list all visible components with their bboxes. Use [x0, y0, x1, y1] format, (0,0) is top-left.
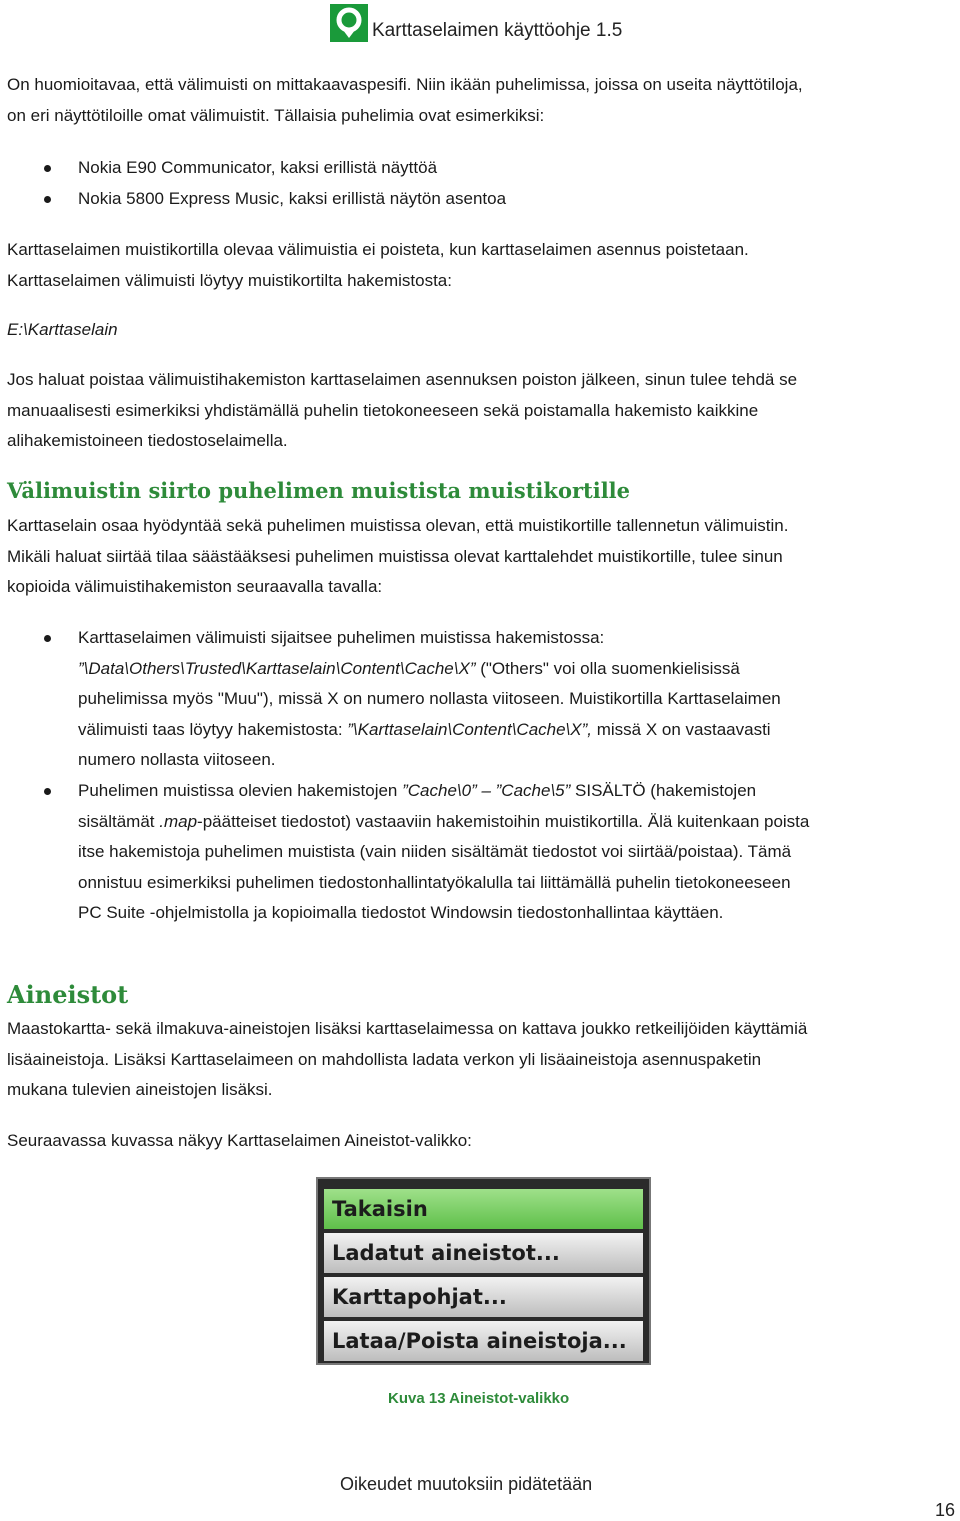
menu-item-back[interactable]: Takaisin — [324, 1189, 643, 1229]
list-item-text: Nokia 5800 Express Music, kaksi erillistä näytön asentoa — [78, 189, 507, 208]
menu-item-downloaded-materials[interactable]: Ladatut aineistot... — [324, 1233, 643, 1273]
text-line: numero nollasta viitoseen. — [78, 750, 276, 769]
text-span: välimuisti taas löytyy hakemistosta: — [78, 719, 348, 739]
paragraph-intro — [7, 70, 955, 131]
text-line: Maastokartta- sekä ilmakuva-aineistojen lisäksi karttaselaimessa on kattava joukko retkeilijöiden käyttämiä — [7, 1019, 808, 1038]
text-span: Puhelimen muistissa olevien hakemistojen — [78, 781, 403, 800]
path-text: ”Cache\0” – ”Cache\5” — [402, 781, 571, 800]
materials-menu-screenshot — [316, 1177, 651, 1365]
text-span: ("Others" voi olla suomenkielisissä — [475, 658, 740, 678]
list-item-text — [78, 776, 955, 929]
path-text: ”\Data\Others\Trusted\Karttaselain\Content\Cache\X” — [78, 658, 476, 678]
path-text: ”\Karttaselain\Content\Cache\X”, — [347, 719, 592, 739]
text-span: -päätteiset tiedostot) vastaaviin hakemistoihin muistikortilla. Älä kuitenkaan poista — [197, 811, 810, 831]
text-line: PC Suite -ohjelmistolla ja kopioimalla tiedostot Windowsin tiedostonhallintaa käyttäen. — [78, 903, 724, 922]
paragraph-figure-intro: Seuraavassa kuvassa näkyy Karttaselaimen Aineistot-valikko: — [7, 1131, 472, 1150]
text-line: Karttaselain osaa hyödyntää sekä puhelimen muistissa olevan, että muistikortille tallennetun välimuistin. — [7, 516, 789, 535]
text-line — [78, 654, 955, 685]
text-span: SISÄLTÖ (hakemistojen — [570, 781, 757, 800]
section-heading-cache-transfer: Välimuistin siirto puhelimen muistista muistikortille — [7, 478, 631, 503]
location-pin-icon — [330, 4, 368, 42]
paragraph-manual-removal — [7, 365, 955, 457]
text-line — [78, 807, 955, 838]
text-line: Mikäli haluat siirtää tilaa säästääksesi puhelimen muistissa olevat karttalehdet muistikortille, tulee sinun — [7, 546, 783, 566]
page-number: 16 — [935, 1500, 956, 1520]
text-line: mukana tulevien aineistojen lisäksi. — [7, 1080, 273, 1099]
bullet-icon — [44, 788, 51, 795]
menu-item-base-maps[interactable]: Karttapohjat... — [324, 1277, 643, 1317]
text-line: On huomioitavaa, että välimuisti on mittakaavaspesifi. Niin ikään puhelimissa, joissa on useita näyttötiloja, — [7, 75, 803, 94]
text-line: alihakemistoineen tiedostoselaimella. — [7, 431, 288, 450]
text-line — [78, 776, 955, 807]
text-span: missä X on vastaavasti — [592, 719, 771, 739]
text-line: Karttaselaimen muistikortilla olevaa välimuistia ei poisteta, kun karttaselaimen asennus poistetaan. — [7, 240, 749, 259]
bullet-icon — [44, 635, 51, 642]
bullet-icon — [44, 196, 51, 203]
list-item-text: Nokia E90 Communicator, kaksi erillistä näyttöä — [78, 158, 438, 177]
menu-item-download-remove[interactable]: Lataa/Poista aineistoja... — [324, 1321, 643, 1361]
footer-text: Oikeudet muutoksiin pidätetään — [340, 1474, 593, 1494]
text-line — [78, 715, 955, 746]
text-line: manuaalisesti esimerkiksi yhdistämällä puhelin tietokoneeseen sekä poistamalla hakemisto kaikkine — [7, 400, 759, 420]
text-span: sisältämät — [78, 811, 160, 831]
text-line: puhelimissa myös "Muu"), missä X on numero nollasta viitoseen. Muistikortilla Karttaselaimen — [78, 689, 781, 708]
paragraph-cache-transfer — [7, 511, 955, 603]
text-line: itse hakemistoja puhelimen muistista (vain niiden sisältämät tiedostot voi siirtää/poistaa). Tämä — [78, 842, 792, 861]
figure-caption: Kuva 13 Aineistot-valikko — [388, 1390, 570, 1407]
list-item — [0, 623, 955, 778]
directory-path: E:\Karttaselain — [7, 320, 118, 339]
text-line: lisäaineistoja. Lisäksi Karttaselaimeen on mahdollista ladata verkon yli lisäaineistoja asennuspaketin — [7, 1049, 762, 1069]
paragraph-cache-location — [7, 235, 955, 296]
text-line: kopioida välimuistihakemiston seuraavalla tavalla: — [7, 577, 383, 596]
document-title: Karttaselaimen käyttöohje 1.5 — [372, 20, 623, 41]
bullet-icon — [44, 165, 51, 172]
text-line: on eri näyttötiloille omat välimuistit. Tällaisia puhelimia ovat esimerkiksi: — [7, 105, 545, 125]
section-heading-materials: Aineistot — [7, 980, 129, 1009]
text-line: Jos haluat poistaa välimuistihakemiston karttaselaimen asennuksen poiston jälkeen, sinun tulee tehdä se — [7, 370, 798, 389]
text-line: onnistuu esimerkiksi puhelimen tiedostonhallintatyökalulla tai liittämällä puhelin tietokoneeseen — [78, 872, 791, 892]
text-line: Karttaselaimen välimuisti sijaitsee puhelimen muistissa hakemistossa: — [78, 628, 605, 647]
paragraph-materials — [7, 1014, 955, 1106]
list-item — [0, 776, 955, 931]
text-line: Karttaselaimen välimuisti löytyy muistikortilta hakemistosta: — [7, 270, 452, 290]
list-item-text — [78, 623, 955, 776]
extension-text: .map — [159, 811, 198, 831]
